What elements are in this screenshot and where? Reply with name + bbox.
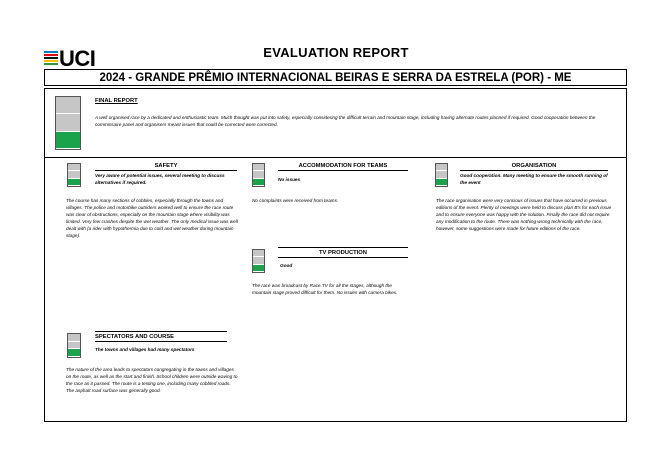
- spectators-top-rule: [95, 331, 227, 332]
- spectators-rating-gauge: [67, 333, 81, 358]
- rating-segment: [68, 179, 80, 186]
- rating-segment: [68, 164, 80, 171]
- report-title: EVALUATION REPORT: [263, 45, 409, 60]
- rating-segment: [253, 250, 264, 257]
- final-report-rating-gauge: [55, 96, 81, 150]
- logo-stripe: [44, 60, 58, 62]
- rating-segment: [68, 334, 80, 342]
- section-divider: [44, 157, 627, 158]
- spectators-text: The nature of the area leads to spectators congregating in the towns and villages on the route, as well as the start and finish. School children were outside waving to the race as it passed. The route is a testing one, including many cobbled roads. The asphalt road surface was generally good.: [66, 367, 238, 393]
- rating-segment: [68, 349, 80, 357]
- final-report-title: FINAL REPORT: [95, 98, 138, 104]
- safety-text: The course has many sections of cobbles, especially through the towns and villages. The police and motorbike outriders worked well to ensure the race route was clear of obstructions, especially on the mountain stage where visibility was limited. Very few crashes despite the wet weather. The only medical issue was well dealt with (a rider with hypothermia due to cold and wet weather during mountain stage).: [66, 198, 238, 238]
- safety-title: SAFETY: [154, 163, 178, 169]
- organisation-summary: Good cooperation. Many meeting to ensure the smooth running of the event: [460, 173, 608, 185]
- final-report-text: A well organised race by a dedicated and enthusiastic team. Much thought was put into safety, especially considering the difficult terrain and mountain stage, including having alternate routes planned if required. Good cooperation between the commissaire panel and organisers meant issues that could be corrected were corrected.: [95, 115, 596, 128]
- spectators-title-rule: [95, 341, 227, 342]
- accommodation-summary: No issues: [278, 177, 301, 182]
- accommodation-title-rule: [278, 170, 408, 171]
- tv-production-summary: Good: [280, 263, 293, 268]
- logo-stripe: [44, 63, 58, 65]
- rating-segment: [436, 171, 447, 178]
- tv-production-rating-gauge: [252, 249, 265, 273]
- rating-segment: [68, 171, 80, 178]
- tv-production-top-rule: [278, 247, 408, 248]
- rating-segment: [68, 342, 80, 350]
- accommodation-rating-gauge: [252, 163, 265, 187]
- uci-logo-wordmark: UCI: [59, 46, 96, 71]
- rating-segment: [253, 171, 264, 178]
- rating-segment: [56, 132, 80, 149]
- organisation-title: ORGANISATION: [511, 163, 557, 169]
- tv-production-text: The race was broadcast by Race.TV for all the stages, although the mountain stage proved difficult for them. No issues with camera bikes.: [252, 283, 398, 295]
- tv-production-title: TV PRODUCTION: [319, 250, 367, 256]
- rating-segment: [253, 179, 264, 186]
- rating-segment: [56, 97, 80, 114]
- safety-title-rule: [95, 170, 237, 171]
- organisation-title-rule: [460, 170, 608, 171]
- rating-segment: [253, 164, 264, 171]
- safety-rating-gauge: [67, 163, 81, 187]
- rating-segment: [253, 257, 264, 264]
- rating-segment: [253, 265, 264, 272]
- rating-segment: [436, 164, 447, 171]
- spectators-summary: The towns and villages had many spectators: [95, 347, 195, 352]
- organisation-rating-gauge: [435, 163, 448, 187]
- organisation-text: The race organisation were very concious of issues that have occurred in previous editions of the event. Plenty of meetings were held to discuss plan B's for each issue and to ensure everyone was happy with the solution. Finally the race did not require any modification to the route. There was nothing wrong technically with the race, however, some suggestions were made for future editions of the race.: [436, 198, 612, 231]
- spectators-title: SPECTATORS AND COURSE: [95, 334, 175, 340]
- race-title: 2024 - GRANDE PRÊMIO INTERNACIONAL BEIRAS E SERRA DA ESTRELA (POR) - ME: [44, 69, 627, 86]
- accommodation-text: No complaints were received from teams.: [252, 198, 339, 203]
- safety-summary: Very aware of potential issues, several meeting to discuss alternatives if required.: [95, 173, 225, 185]
- accommodation-title: ACCOMMODATION FOR TEAMS: [298, 163, 388, 169]
- rating-segment: [436, 179, 447, 186]
- rating-segment: [56, 114, 80, 131]
- tv-production-title-rule: [278, 257, 408, 258]
